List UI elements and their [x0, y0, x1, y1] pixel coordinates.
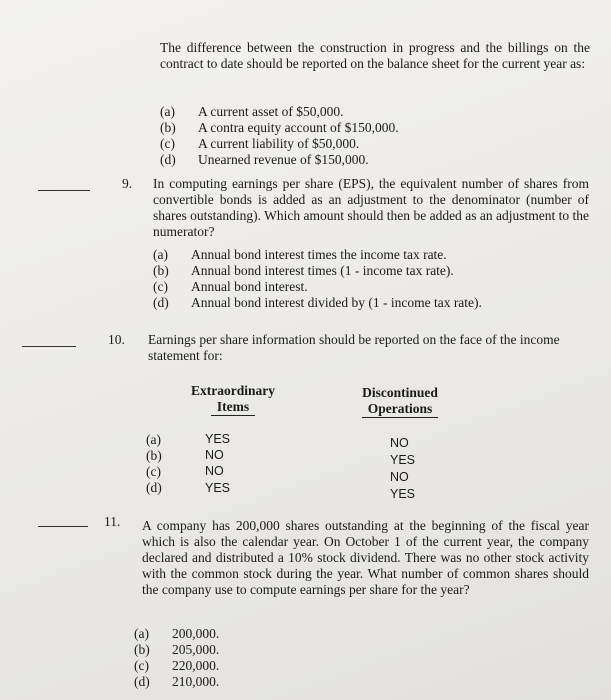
q10-row-d-col1: YES	[205, 481, 231, 495]
q9-stem: In computing earnings per share (EPS), the equivalent number of shares from convertible bonds is added as an adjustment to the denominator (number of shares outstanding). Which amount should then be added as an adjustment to the numerator?	[153, 176, 589, 239]
q9-option-a: (a) Annual bond interest times the income tax rate.	[153, 247, 447, 262]
q10-stem: Earnings per share information should be reported on the face of the income statement for:	[148, 332, 560, 363]
q10-row-c-label: (c)	[146, 464, 161, 479]
q9-option-b: (b) Annual bond interest times (1 - income tax rate).	[153, 263, 454, 278]
q10-row-d-col2: YES	[390, 487, 416, 501]
q10-row-a-label: (a)	[146, 432, 161, 447]
q10-number: 10.	[108, 332, 125, 347]
q10-answer-blank	[22, 346, 76, 347]
q11-option-a: (a) 200,000.	[134, 626, 220, 641]
q10-row-a-col2: NO	[390, 436, 409, 450]
q10-row-d-label: (d)	[146, 480, 162, 495]
q11-option-d: (d) 210,000.	[134, 674, 220, 689]
q9-answer-blank	[38, 190, 90, 191]
q11-stem: A company has 200,000 shares outstanding at the beginning of the fiscal year which is also the calendar year. On October 1 of the current year, the company declared and distributed a 10% stock dividend. There was no other stock activity with the common stock during the year. What number of common shares should the company use to compute earnings per share for the year?	[142, 518, 589, 597]
q9-number: 9.	[122, 176, 133, 191]
q8-option-a: (a) A current asset of $50,000.	[160, 104, 344, 119]
q10-row-b-col1: NO	[205, 448, 224, 462]
q10-row-c-col2: NO	[390, 470, 409, 484]
q8-option-b: (b) A contra equity account of $150,000.	[160, 120, 399, 135]
q9-option-d: (d) Annual bond interest divided by (1 - income tax rate).	[153, 295, 482, 310]
q11-option-c: (c) 220,000.	[134, 658, 220, 673]
q8-stem: The difference between the construction in progress and the billings on the contract to date should be reported on the balance sheet for the current year as:	[160, 40, 590, 71]
q10-row-b-col2: YES	[390, 453, 416, 467]
q11-number: 11.	[104, 514, 121, 529]
q9-option-c: (c) Annual bond interest.	[153, 279, 308, 294]
q11-answer-blank	[38, 526, 88, 527]
q10-row-a-col1: YES	[205, 432, 231, 446]
q11-option-b: (b) 205,000.	[134, 642, 220, 657]
q10-row-c-col1: NO	[205, 464, 224, 478]
q8-option-c: (c) A current liability of $50,000.	[160, 136, 360, 151]
q10-row-b-label: (b)	[146, 448, 162, 463]
q10-col-discontinued-header: Discontinued Operations	[362, 385, 438, 416]
q10-col-extraordinary-header: Extraordinary Items	[191, 383, 275, 414]
q8-option-d: (d) Unearned revenue of $150,000.	[160, 152, 369, 167]
